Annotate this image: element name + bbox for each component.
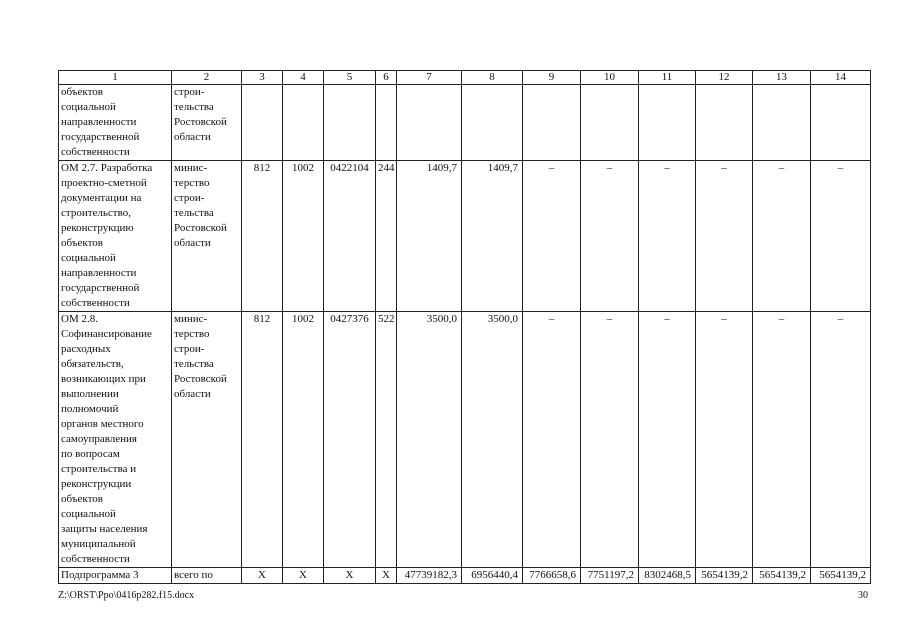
amount-cell	[696, 85, 753, 161]
amount-cell: 6956440,4	[462, 568, 523, 584]
rzpr-cell	[283, 85, 324, 161]
amount-cell	[639, 85, 696, 161]
amount-cell: –	[696, 161, 753, 312]
amount-cell: 5654139,2	[811, 568, 871, 584]
grbs-cell: 812	[242, 161, 283, 312]
rzpr-cell: Х	[283, 568, 324, 584]
amount-cell: –	[753, 161, 811, 312]
amount-cell	[581, 85, 639, 161]
amount-cell: –	[639, 161, 696, 312]
amount-cell	[523, 85, 581, 161]
rzpr-cell: 1002	[283, 161, 324, 312]
page-number: 30	[858, 590, 868, 601]
header-cell: 13	[753, 71, 811, 85]
amount-cell: 47739182,3	[397, 568, 462, 584]
amount-cell: –	[581, 312, 639, 568]
header-cell: 9	[523, 71, 581, 85]
header-cell: 3	[242, 71, 283, 85]
header-cell: 5	[324, 71, 376, 85]
amount-cell: 5654139,2	[696, 568, 753, 584]
grbs-cell: 812	[242, 312, 283, 568]
budget-table	[58, 70, 871, 584]
amount-cell	[811, 85, 871, 161]
header-cell: 10	[581, 71, 639, 85]
vr-cell: 522	[376, 312, 397, 568]
amount-cell: –	[811, 312, 871, 568]
activity-name-cell: Подпрограмма 3	[59, 568, 172, 584]
vr-cell: 244	[376, 161, 397, 312]
amount-cell: –	[696, 312, 753, 568]
amount-cell: –	[811, 161, 871, 312]
header-cell: 2	[172, 71, 242, 85]
csr-cell: 0422104	[324, 161, 376, 312]
amount-cell: –	[639, 312, 696, 568]
csr-cell: 0427376	[324, 312, 376, 568]
executor-cell: строи- тельства Ростовской области	[172, 85, 242, 161]
document-path: Z:\ORST\Ppo\0416p282.f15.docx	[58, 590, 195, 601]
header-cell: 12	[696, 71, 753, 85]
vr-cell: Х	[376, 568, 397, 584]
executor-cell: всего по	[172, 568, 242, 584]
activity-name-cell: ОМ 2.8. Софинансирование расходных обязательств, возникающих при выполнении полномочий органов местного самоуправления по вопросам строительства и реконструкции объектов социальной защиты населения муниципальной собственности	[59, 312, 172, 568]
amount-cell: 7751197,2	[581, 568, 639, 584]
amount-cell: 8302468,5	[639, 568, 696, 584]
grbs-cell	[242, 85, 283, 161]
header-cell: 14	[811, 71, 871, 85]
amount-cell: 3500,0	[397, 312, 462, 568]
amount-cell	[753, 85, 811, 161]
header-cell: 6	[376, 71, 397, 85]
grbs-cell: Х	[242, 568, 283, 584]
amount-cell: 5654139,2	[753, 568, 811, 584]
amount-cell: 7766658,6	[523, 568, 581, 584]
rzpr-cell: 1002	[283, 312, 324, 568]
amount-cell: –	[753, 312, 811, 568]
header-cell: 4	[283, 71, 324, 85]
amount-cell	[397, 85, 462, 161]
header-cell: 8	[462, 71, 523, 85]
amount-cell: 1409,7	[462, 161, 523, 312]
table-row-subprogram-total	[59, 568, 871, 584]
header-cell: 7	[397, 71, 462, 85]
activity-name-cell: объектов социальной направленности государственной собственности	[59, 85, 172, 161]
executor-cell: минис- терство строи- тельства Ростовской области	[172, 312, 242, 568]
table-row	[59, 312, 871, 568]
amount-cell: 1409,7	[397, 161, 462, 312]
table-row	[59, 161, 871, 312]
column-number-row	[59, 71, 871, 85]
amount-cell	[462, 85, 523, 161]
vr-cell	[376, 85, 397, 161]
table-row	[59, 85, 871, 161]
activity-name-cell: ОМ 2.7. Разработка проектно-сметной документации на строительство, реконструкцию объектов социальной направленности государственной собственности	[59, 161, 172, 312]
amount-cell: –	[523, 312, 581, 568]
csr-cell: Х	[324, 568, 376, 584]
csr-cell	[324, 85, 376, 161]
executor-cell: минис- терство строи- тельства Ростовской области	[172, 161, 242, 312]
amount-cell: 3500,0	[462, 312, 523, 568]
header-cell: 1	[59, 71, 172, 85]
header-cell: 11	[639, 71, 696, 85]
amount-cell: –	[523, 161, 581, 312]
amount-cell: –	[581, 161, 639, 312]
